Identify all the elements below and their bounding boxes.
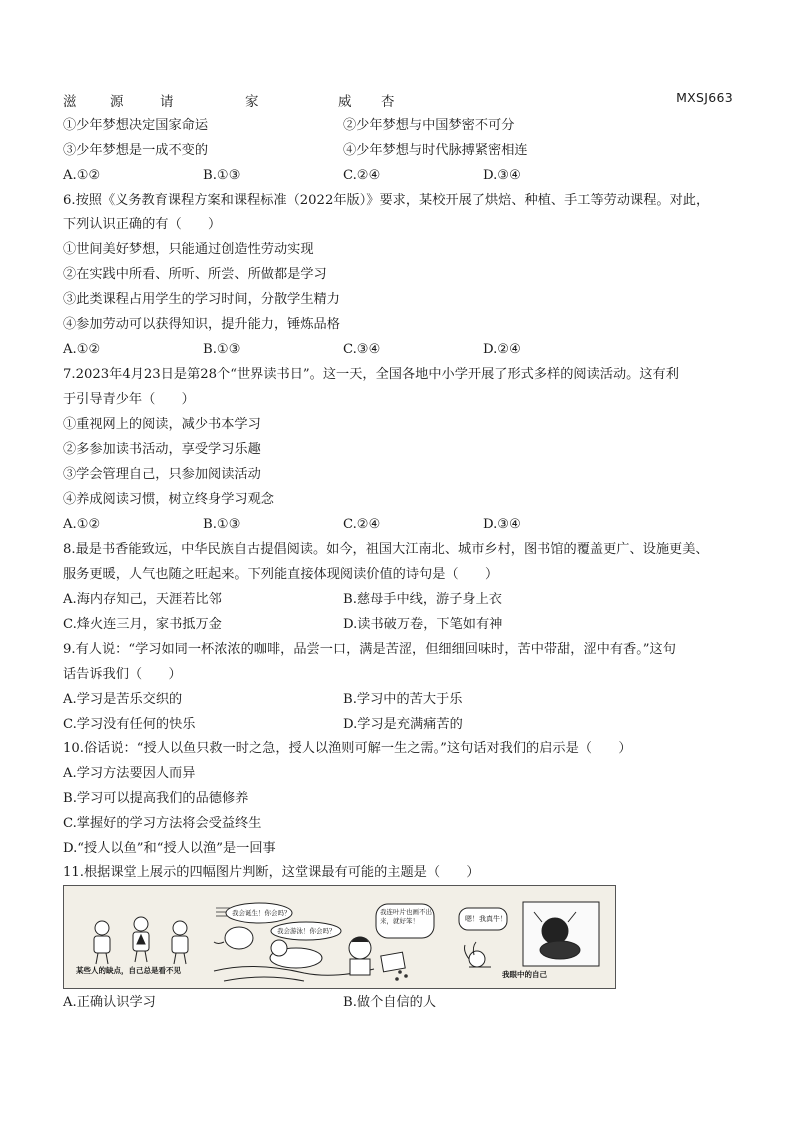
- q7-item: ②多参加读书活动，享受学习乐趣: [63, 442, 261, 457]
- comic-bubble-4: 嗯！我真牛！: [465, 915, 507, 923]
- comic-bubble-2: 我会游泳！你会吗？: [277, 927, 336, 935]
- q6-option-b: B.①③: [203, 342, 241, 357]
- q7-item: ①重视网上的阅读，减少书本学习: [63, 417, 261, 432]
- document-code: MXSJ663: [676, 90, 733, 105]
- q5-option-d: D.③④: [483, 168, 521, 183]
- q5-item: ④少年梦想与时代脉搏紧密相连: [343, 143, 528, 158]
- q8-stem-cont: 服务更暖，人气也随之旺起来。下列能直接体现阅读价值的诗句是（ ）: [63, 567, 499, 582]
- q7-option-a: A.①②: [63, 517, 101, 532]
- q9-option-a: A.学习是苦乐交织的: [63, 692, 183, 707]
- q10-option-d: D.“授人以鱼”和“授人以渔”是一回事: [63, 841, 276, 856]
- q5-item: ③少年梦想是一成不变的: [63, 143, 209, 158]
- q11-stem: 11.根据课堂上展示的四幅图片判断，这堂课最有可能的主题是（ ）: [63, 865, 480, 880]
- q5-item: ①少年梦想决定国家命运: [63, 118, 209, 133]
- q5-option-b: B.①③: [203, 168, 241, 183]
- q6-option-d: D.②④: [483, 342, 521, 357]
- header-word: 滋: [63, 94, 77, 110]
- comic-bubble-1: 我会诞生！你会吗？: [232, 909, 291, 917]
- q6-stem-cont: 下列认识正确的有（ ）: [63, 217, 222, 232]
- q8-option-d: D.读书破万卷，下笔如有神: [343, 617, 503, 632]
- q7-item: ④养成阅读习惯，树立终身学习观念: [63, 492, 274, 507]
- q6-item: ④参加劳动可以获得知识，提升能力，锤炼品格: [63, 317, 340, 332]
- q11-option-a: A.正确认识学习: [63, 995, 156, 1010]
- q11-option-b: B.做个自信的人: [343, 995, 437, 1010]
- q7-option-d: D.③④: [483, 517, 521, 532]
- header-word: 杏: [381, 94, 395, 110]
- q5-option-a: A.①②: [63, 168, 101, 183]
- q7-option-b: B.①③: [203, 517, 241, 532]
- q6-item: ①世间美好梦想，只能通过创造性劳动实现: [63, 242, 314, 257]
- q6-item: ③此类课程占用学生的学习时间，分散学生精力: [63, 292, 340, 307]
- q10-option-b: B.学习可以提高我们的品德修养: [63, 791, 249, 806]
- q9-stem-cont: 话告诉我们（ ）: [63, 667, 182, 682]
- q10-stem: 10.俗话说：“授人以鱼只救一时之急，授人以渔则可解一生之需。”这句话对我们的启示是（ ）: [63, 741, 632, 756]
- comic-bubble-3: 我连叶片也画不出来，就好笨！: [380, 908, 432, 925]
- q7-stem-cont: 于引导青少年（ ）: [63, 392, 195, 407]
- q9-option-d: D.学习是充满痛苦的: [343, 717, 463, 732]
- q7-stem: 7.2023年4月23日是第28个“世界读书日”。这一天，全国各地中小学开展了形式多样的阅读活动。这有利: [63, 367, 679, 382]
- q6-stem: 6.按照《义务教育课程方案和课程标准（2022年版）》要求，某校开展了烘焙、种植、手工等劳动课程。对此，: [63, 193, 710, 208]
- comic-caption-left: 某些人的缺点，自己总是看不见: [76, 966, 181, 975]
- header-word: 源: [110, 94, 124, 110]
- q5-option-c: C.②④: [343, 168, 381, 183]
- q6-option-a: A.①②: [63, 342, 101, 357]
- q8-stem: 8.最是书香能致远，中华民族自古提倡阅读。如今，祖国大江南北、城市乡村，图书馆的覆盖更广、设施更美、: [63, 542, 709, 557]
- header-word: 请: [160, 94, 174, 110]
- q7-item: ③学会管理自己，只参加阅读活动: [63, 467, 261, 482]
- comic-caption-right: 我眼中的自己: [502, 970, 547, 979]
- page-header: [63, 90, 733, 108]
- q5-item: ②少年梦想与中国梦密不可分: [343, 118, 515, 133]
- q8-option-a: A.海内存知己，天涯若比邻: [63, 592, 222, 607]
- q9-option-c: C.学习没有任何的快乐: [63, 717, 196, 732]
- q10-option-a: A.学习方法要因人而异: [63, 766, 196, 781]
- q6-item: ②在实践中所看、所听、所尝、所做都是学习: [63, 267, 327, 282]
- header-word: 家: [245, 94, 259, 110]
- q9-option-b: B.学习中的苦大于乐: [343, 692, 463, 707]
- q8-option-c: C.烽火连三月，家书抵万金: [63, 617, 222, 632]
- q10-option-c: C.掌握好的学习方法将会受益终生: [63, 816, 262, 831]
- header-word: 威: [338, 94, 352, 110]
- q8-option-b: B.慈母手中线，游子身上衣: [343, 592, 502, 607]
- q6-option-c: C.③④: [343, 342, 381, 357]
- q9-stem: 9.有人说：“学习如同一杯浓浓的咖啡，品尝一口，满是苦涩，但细细回味时，苦中带甜，涩中有香。”这句: [63, 642, 676, 657]
- q7-option-c: C.②④: [343, 517, 381, 532]
- comic-strip-image: [63, 885, 616, 989]
